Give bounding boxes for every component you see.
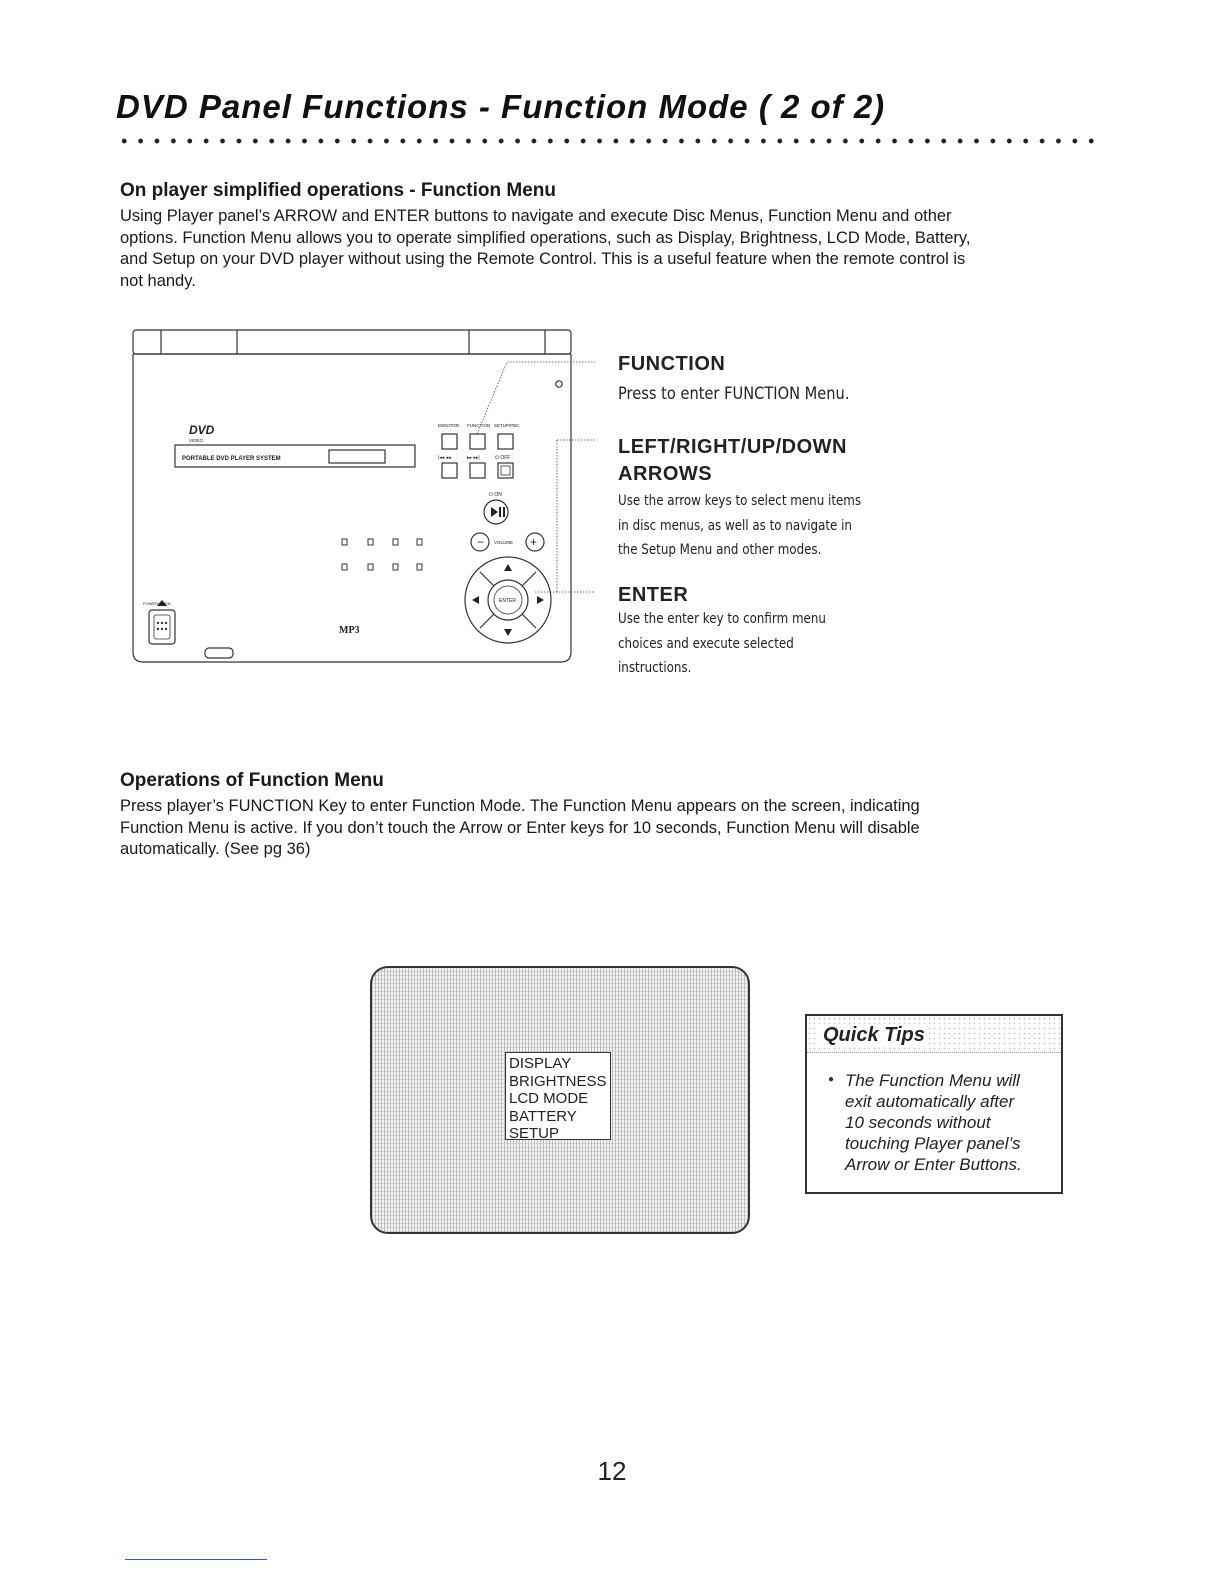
callout-leaders	[477, 362, 595, 592]
off-button[interactable]	[498, 463, 513, 478]
monitor-label: MONITOR	[438, 423, 460, 428]
paragraph-line: Using Player panel’s ARROW and ENTER buttons to navigate and execute Disc Menus, Function Menu and other	[120, 207, 952, 225]
left-arrow-icon	[472, 596, 479, 604]
prev-button[interactable]	[442, 463, 457, 478]
up-arrow-icon	[504, 564, 512, 571]
callout-arrows-title: LEFT/RIGHT/UP/DOWN	[618, 436, 847, 458]
menu-item-lcd-mode: LCD MODE	[509, 1090, 589, 1107]
menu-item-display: DISPLAY	[509, 1055, 572, 1072]
callout-line: Press to enter FUNCTION Menu.	[618, 384, 850, 404]
paragraph-line: Function Menu is active. If you don’t touch the Arrow or Enter keys for 10 seconds, Function Menu will disable	[120, 818, 920, 837]
quick-tips-title: Quick Tips	[819, 1024, 929, 1047]
paragraph-line: and Setup on your DVD player without using the Remote Control. This is a useful feature when the remote control is	[120, 250, 966, 268]
callout-arrows-body	[618, 489, 913, 563]
bullet-icon: ●	[828, 1074, 835, 1085]
setup-pbc-label: SETUP/PBC	[494, 423, 520, 428]
function-label: FUNCTION	[467, 423, 491, 428]
tip-line: The Function Menu will	[845, 1071, 1020, 1090]
right-arrow-icon	[537, 596, 544, 604]
dvd-player-panel-diagram	[125, 322, 595, 672]
off-label: ⏻ OFF	[495, 455, 511, 461]
quick-tips-header	[807, 1016, 1061, 1053]
section-heading-simplified-operations: On player simplified operations - Function Menu	[120, 180, 556, 201]
menu-item-battery: BATTERY	[509, 1107, 577, 1125]
paragraph-line: Press player’s FUNCTION Key to enter Function Mode. The Function Menu appears on the screen, indicating	[120, 797, 920, 815]
callout-line: choices and execute selected	[618, 635, 794, 652]
on-label: ⏻ ON	[489, 492, 502, 498]
tip-line: Arrow or Enter Buttons.	[845, 1155, 1022, 1174]
page-number: 12	[597, 1456, 627, 1486]
function-menu	[505, 1052, 611, 1140]
volume-label: VOLUME	[494, 540, 514, 545]
callout-function-body	[618, 382, 928, 406]
prev-label: |◂◂ ◂◂	[438, 455, 451, 461]
tip-line: touching Player panel’s	[845, 1134, 1021, 1153]
paragraph-line: not handy.	[120, 271, 196, 290]
title-dotted-rule	[116, 137, 1100, 145]
enter-label: ENTER	[499, 598, 516, 604]
menu-item-brightness: BRIGHTNESS	[509, 1072, 607, 1090]
tip-line: 10 seconds without	[845, 1113, 991, 1132]
next-button[interactable]	[470, 463, 485, 478]
menu-item-setup: SETUP	[509, 1125, 560, 1142]
quick-tips-box	[805, 1014, 1063, 1194]
dvd-logo: DVD	[189, 423, 215, 437]
paragraph-line: options. Function Menu allows you to operate simplified operations, such as Display, Brightness, LCD Mode, Battery,	[120, 228, 971, 247]
callout-enter-body	[618, 607, 913, 681]
callout-line: Use the enter key to confirm menu	[618, 611, 826, 627]
section-body-simplified-operations	[120, 206, 1120, 292]
play-icon	[491, 507, 498, 517]
section-body-operations-of-function-menu	[120, 796, 1120, 861]
down-arrow-icon	[504, 629, 512, 636]
callout-line: Use the arrow keys to select menu items	[618, 493, 862, 509]
minus-icon: −	[477, 535, 485, 549]
mp3-label: MP3	[339, 625, 360, 636]
callout-line: instructions.	[618, 660, 692, 676]
player-hinge	[133, 330, 571, 354]
quick-tips-body	[845, 1070, 1051, 1175]
panel-label: PORTABLE DVD PLAYER SYSTEM	[182, 456, 281, 462]
next-label: ▸▸ ▸▸|	[467, 455, 480, 461]
page-title: DVD Panel Functions - Function Mode ( 2 of 2)	[116, 88, 886, 125]
function-button[interactable]	[470, 434, 485, 449]
callout-enter-title: ENTER	[618, 584, 689, 606]
section-heading-operations-of-function-menu: Operations of Function Menu	[120, 770, 384, 791]
callout-arrows-title-2: ARROWS	[618, 463, 713, 485]
plus-icon: +	[530, 535, 538, 549]
monitor-button[interactable]	[442, 434, 457, 449]
player-body-outline	[133, 354, 571, 662]
paragraph-line: automatically. (See pg 36)	[120, 840, 311, 858]
setup-pbc-button[interactable]	[498, 434, 513, 449]
callout-line: the Setup Menu and other modes.	[618, 542, 822, 558]
dvd-logo-sub: VIDEO	[189, 438, 204, 443]
tip-line: exit automatically after	[845, 1092, 1015, 1111]
power-open-label: POWER/OPEN	[143, 601, 171, 606]
callout-line: in disc menus, as well as to navigate in	[618, 517, 852, 534]
footer-rule	[125, 1559, 267, 1560]
callout-function-title: FUNCTION	[618, 353, 726, 375]
